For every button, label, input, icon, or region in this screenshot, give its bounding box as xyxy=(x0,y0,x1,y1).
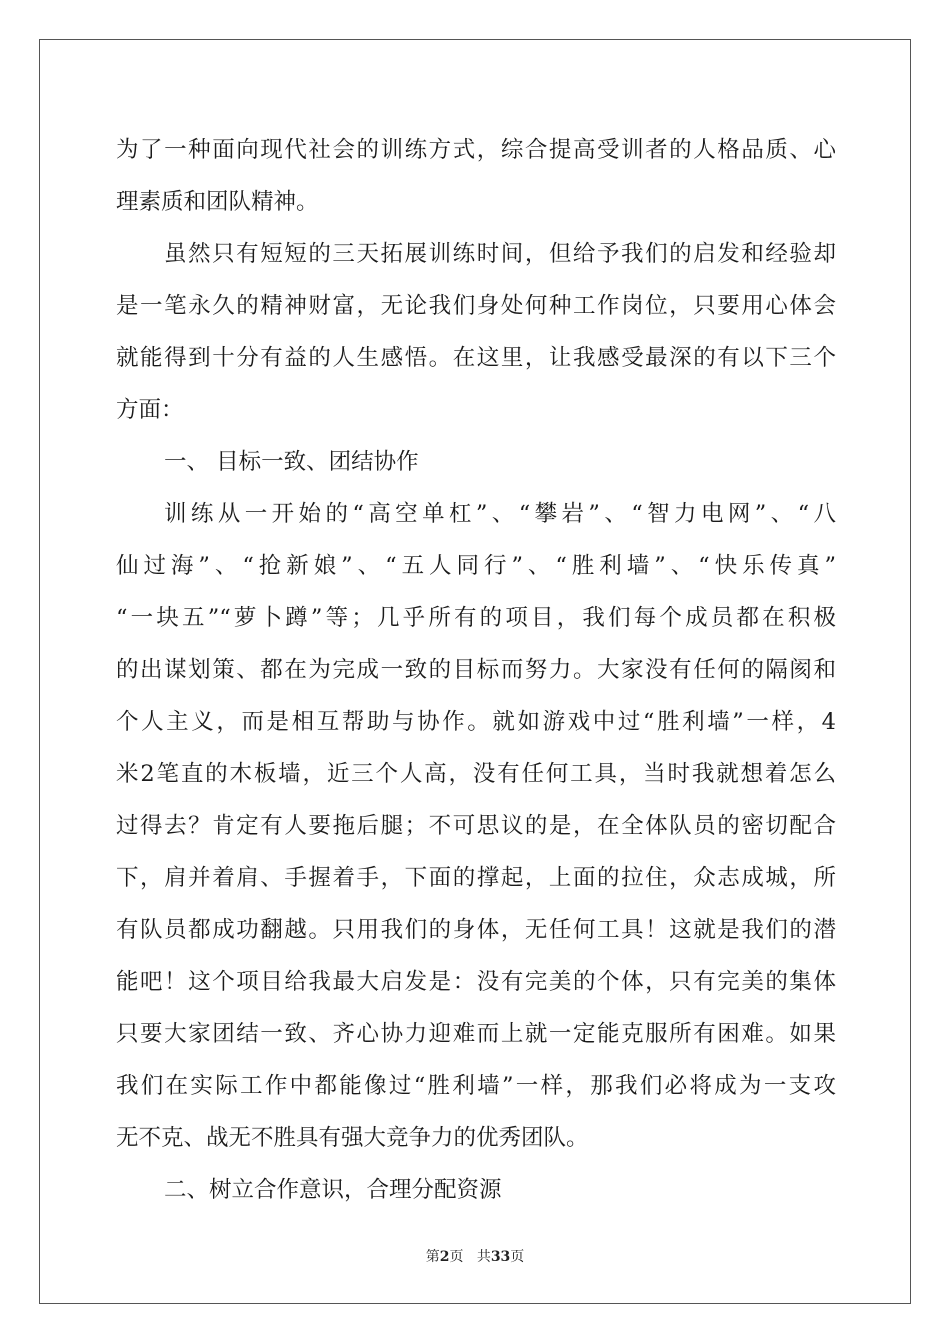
text-line: 无不克、战无不胜具有强大竞争力的优秀团队。 xyxy=(116,1125,589,1151)
text-line: 能吧！这个项目给我最大启发是：没有完美的个体，只有完美的集体 xyxy=(116,969,836,995)
text-line: 是一笔永久的精神财富，无论我们身处何种工作岗位，只要用心体会 xyxy=(116,293,836,319)
page-suffix: 页 xyxy=(449,1249,464,1265)
text-line: 方面： xyxy=(116,397,184,423)
text-line: 只要大家团结一致、齐心协力迎难而上就一定能克服所有困难。如果 xyxy=(116,1021,836,1047)
text-line: 训练从一开始的“高空单杠”、“攀岩”、“智力电网”、“八 xyxy=(164,501,836,527)
text-line: 理素质和团队精神。 xyxy=(116,189,319,215)
total-prefix: 共 xyxy=(476,1249,491,1265)
text-line: 下，肩并着肩、手握着手，下面的撑起，上面的拉住，众志成城，所 xyxy=(116,865,836,891)
section-heading: 一、 目标一致、团结协作 xyxy=(164,449,419,475)
text-line: 仙过海”、“抢新娘”、“五人同行”、“胜利墙”、“快乐传真” xyxy=(116,553,836,579)
text-line: 有队员都成功翻越。只用我们的身体，无任何工具！这就是我们的潜 xyxy=(116,917,836,943)
section-heading: 二、树立合作意识，合理分配资源 xyxy=(164,1177,502,1203)
total-suffix: 页 xyxy=(510,1249,525,1265)
page-footer xyxy=(0,1247,950,1267)
text-line: 的出谋划策、都在为完成一致的目标而努力。大家没有任何的隔阂和 xyxy=(116,657,836,683)
text-line: 为了一种面向现代社会的训练方式，综合提高受训者的人格品质、心 xyxy=(116,137,836,163)
page-number: 2 xyxy=(439,1249,450,1265)
text-line: 虽然只有短短的三天拓展训练时间，但给予我们的启发和经验却 xyxy=(164,241,836,267)
text-line: 米2笔直的木板墙，近三个人高，没有任何工具，当时我就想着怎么 xyxy=(116,761,836,787)
text-line: 个人主义，而是相互帮助与协作。就如游戏中过“胜利墙”一样，4 xyxy=(116,709,836,735)
text-line: 就能得到十分有益的人生感悟。在这里，让我感受最深的有以下三个 xyxy=(116,345,836,371)
text-line: 过得去？肯定有人要拖后腿；不可思议的是，在全体队员的密切配合 xyxy=(116,813,836,839)
page-prefix: 第 xyxy=(425,1249,440,1265)
text-line: 我们在实际工作中都能像过“胜利墙”一样，那我们必将成为一支攻 xyxy=(116,1073,836,1099)
text-line: “一块五”“萝卜蹲”等；几乎所有的项目，我们每个成员都在积极 xyxy=(116,605,836,631)
total-pages: 33 xyxy=(490,1249,511,1265)
